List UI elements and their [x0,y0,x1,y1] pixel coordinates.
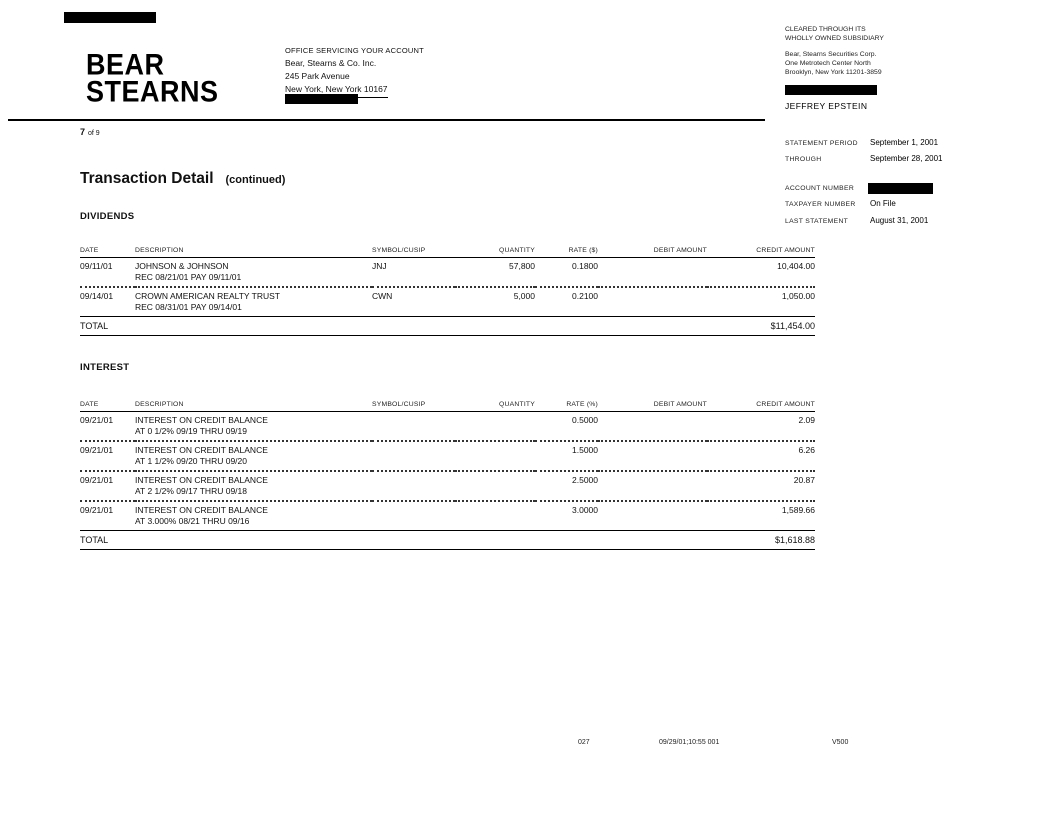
interest-table [80,401,815,550]
description-line-2: AT 0 1/2% 09/19 THRU 09/19 [135,426,247,436]
cell-symbol [372,471,455,501]
description-line-2: AT 1 1/2% 09/20 THRU 09/20 [135,456,247,466]
table-row [80,258,815,288]
cell-credit: 1,050.00 [707,287,815,317]
col-header-date: DATE [80,247,135,258]
col-header-description: DESCRIPTION [135,401,372,412]
cell-description [135,258,372,288]
page-of: of 9 [88,130,100,137]
footer-batch-number: 027 [578,739,590,746]
redaction-bar-account-number [868,183,933,194]
cell-date: 09/14/01 [80,287,135,317]
col-header-description: DESCRIPTION [135,247,372,258]
dividends-section-title: DIVIDENDS [80,211,135,222]
pagination [80,127,100,137]
col-header-credit-amount: CREDIT AMOUNT [707,401,815,412]
total-value: $1,618.88 [707,531,815,550]
taxpayer-number-value: On File [870,199,896,208]
taxpayer-number-label: TAXPAYER NUMBER [785,200,856,208]
cell-description [135,471,372,501]
cell-description [135,441,372,471]
description-line-1: INTEREST ON CREDIT BALANCE [135,415,268,425]
table-row [80,287,815,317]
cell-quantity: 57,800 [455,258,535,288]
clearing-city: Brooklyn, New York 11201-3859 [785,69,882,76]
bear-stearns-logo [86,48,219,108]
cell-credit: 1,589.66 [707,501,815,531]
cell-quantity [455,501,535,531]
cell-description [135,287,372,317]
col-header-debit-amount: DEBIT AMOUNT [598,401,707,412]
cell-credit: 20.87 [707,471,815,501]
page-number: 7 [80,127,86,137]
col-header-quantity: QUANTITY [455,247,535,258]
cell-credit: 2.09 [707,412,815,442]
office-city: New York, New York 10167 [285,83,388,98]
through-value: September 28, 2001 [870,154,943,163]
cell-rate: 0.5000 [535,412,598,442]
col-header-rate: RATE (%) [535,401,598,412]
cell-date: 09/21/01 [80,412,135,442]
col-header-quantity: QUANTITY [455,401,535,412]
cell-rate: 3.0000 [535,501,598,531]
cell-description [135,501,372,531]
col-header-rate: RATE ($) [535,247,598,258]
last-statement-row [785,216,928,225]
total-value: $11,454.00 [707,317,815,336]
cell-debit [598,412,707,442]
cell-debit [598,501,707,531]
table-row [80,471,815,501]
cell-symbol [372,412,455,442]
statement-period-value: September 1, 2001 [870,138,939,147]
total-label: TOTAL [80,317,707,336]
cell-credit: 10,404.00 [707,258,815,288]
office-address-block [285,44,424,98]
cell-symbol: CWN [372,287,455,317]
description-line-2: AT 3.000% 08/21 THRU 09/16 [135,516,250,526]
footer-version-code: V500 [832,739,849,746]
clearing-block [785,25,884,77]
cell-date: 09/21/01 [80,441,135,471]
col-header-symbol-cusip: SYMBOL/CUSIP [372,401,455,412]
cell-description [135,412,372,442]
cell-date: 09/11/01 [80,258,135,288]
dividends-header-row [80,247,815,258]
redaction-bar-office [285,94,358,104]
cell-symbol: JNJ [372,258,455,288]
logo-line-2: STEARNS [86,75,219,108]
header-divider-rule [8,119,765,121]
cell-date: 09/21/01 [80,501,135,531]
cell-rate: 0.2100 [535,287,598,317]
col-header-symbol-cusip: SYMBOL/CUSIP [372,247,455,258]
cell-debit [598,258,707,288]
clearing-street: One Metrotech Center North [785,60,871,67]
cell-symbol [372,501,455,531]
cell-quantity [455,441,535,471]
office-street: 245 Park Avenue [285,71,350,81]
taxpayer-number-row [785,199,896,208]
cell-debit [598,471,707,501]
through-row [785,154,943,163]
redaction-bar-clearing [785,85,877,95]
description-line-1: CROWN AMERICAN REALTY TRUST [135,291,280,301]
cell-debit [598,287,707,317]
total-label: TOTAL [80,531,707,550]
table-row [80,441,815,471]
description-line-2: AT 2 1/2% 09/17 THRU 09/18 [135,486,247,496]
description-line-1: INTEREST ON CREDIT BALANCE [135,505,268,515]
logo-line-1: BEAR [86,48,165,82]
clearing-company: Bear, Stearns Securities Corp. [785,51,877,58]
dividends-total-row [80,317,815,336]
page-title-continued: (continued) [225,174,286,186]
clearing-line-2: WHOLLY OWNED SUBSIDIARY [785,35,884,42]
last-statement-value: August 31, 2001 [870,216,929,225]
office-company: Bear, Stearns & Co. Inc. [285,58,377,68]
cell-credit: 6.26 [707,441,815,471]
table-row [80,501,815,531]
description-line-2: REC 08/31/01 PAY 09/14/01 [135,302,242,312]
account-holder-name: JEFFREY EPSTEIN [785,101,868,111]
through-label: THROUGH [785,155,822,163]
cell-symbol [372,441,455,471]
cell-rate: 1.5000 [535,441,598,471]
cell-quantity [455,412,535,442]
interest-header-row [80,401,815,412]
cell-quantity [455,471,535,501]
last-statement-label: LAST STATEMENT [785,217,849,225]
description-line-2: REC 08/21/01 PAY 09/11/01 [135,272,242,282]
account-number-label: ACCOUNT NUMBER [785,184,855,192]
footer-timestamp: 09/29/01;10:55 001 [659,739,720,746]
col-header-debit-amount: DEBIT AMOUNT [598,247,707,258]
cell-rate: 2.5000 [535,471,598,501]
dividends-table [80,247,815,336]
office-heading: OFFICE SERVICING YOUR ACCOUNT [285,46,424,55]
statement-period-label: STATEMENT PERIOD [785,139,858,147]
clearing-line-1: CLEARED THROUGH ITS [785,26,866,33]
description-line-1: JOHNSON & JOHNSON [135,261,229,271]
table-row [80,412,815,442]
cell-rate: 0.1800 [535,258,598,288]
col-header-credit-amount: CREDIT AMOUNT [707,247,815,258]
page-title-main: Transaction Detail [80,170,214,187]
page-title [80,170,285,188]
col-header-date: DATE [80,401,135,412]
redaction-bar-top-left [64,12,156,23]
account-number-row [785,183,870,192]
description-line-1: INTEREST ON CREDIT BALANCE [135,445,268,455]
cell-debit [598,441,707,471]
interest-total-row [80,531,815,550]
cell-quantity: 5,000 [455,287,535,317]
cell-date: 09/21/01 [80,471,135,501]
statement-period-row [785,138,938,147]
description-line-1: INTEREST ON CREDIT BALANCE [135,475,268,485]
interest-section-title: INTEREST [80,362,130,373]
